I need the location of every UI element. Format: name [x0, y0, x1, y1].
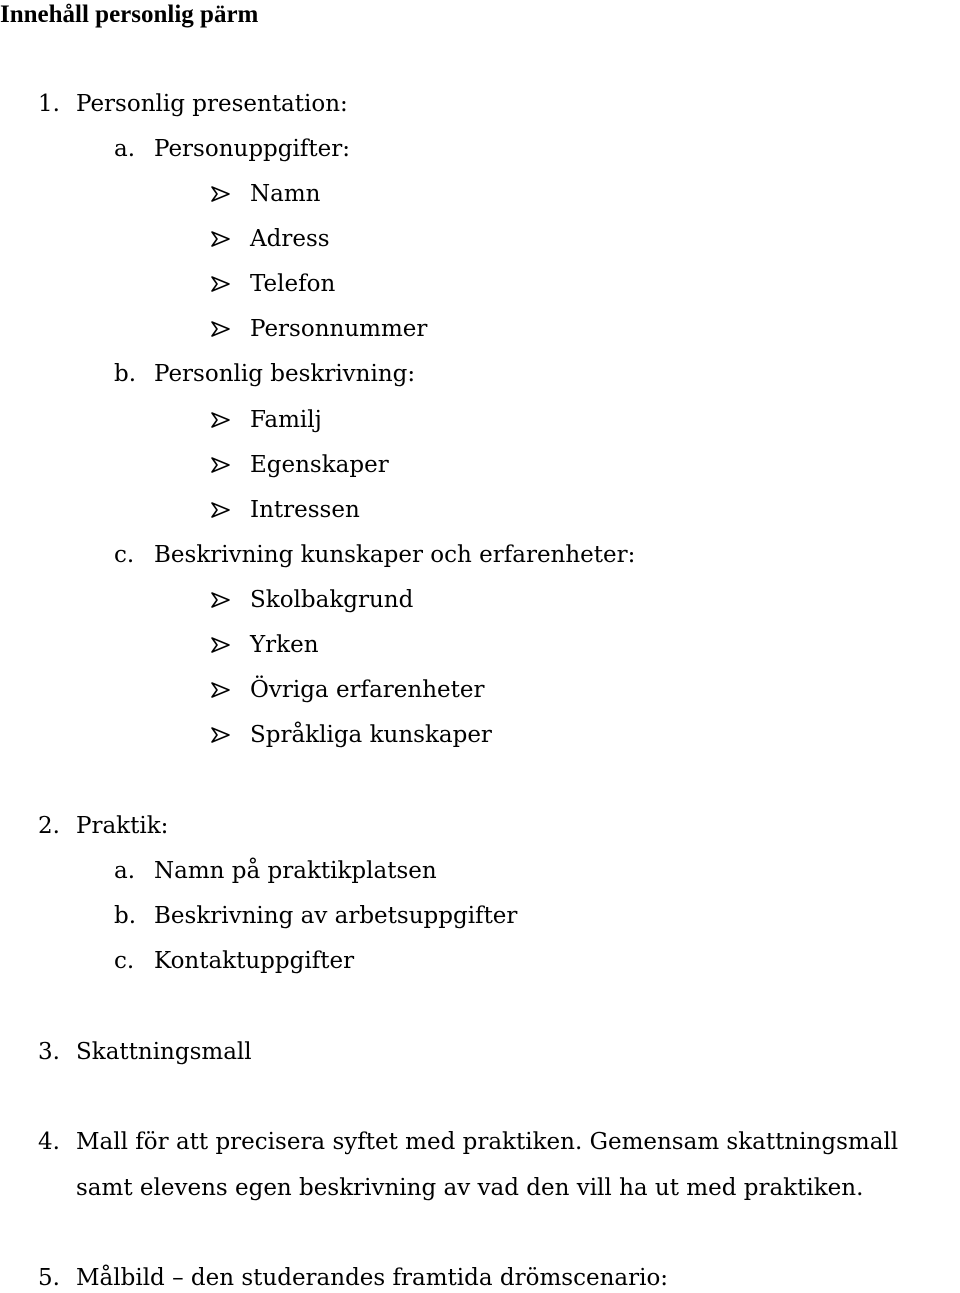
section-label: Mall för att precisera syftet med praktiken. Gemensam skattningsmall [76, 1129, 899, 1155]
bullet-item [0, 675, 960, 705]
subsection-1b [114, 359, 415, 389]
bullet-text: Språkliga kunskaper [250, 722, 492, 748]
subsection-label: Kontaktuppgifter [154, 948, 355, 974]
bullet-text: Familj [250, 407, 322, 433]
bullet-item [0, 450, 960, 480]
bullet-text: Personnummer [250, 316, 428, 342]
section-label: Målbild – den studerandes framtida drömscenario: [76, 1265, 669, 1291]
subsection-letter: c. [114, 948, 135, 974]
bullet-item [0, 179, 960, 209]
section-3 [38, 1037, 252, 1067]
subsection-label: Personlig beskrivning: [154, 361, 416, 387]
arrowhead-bullet-icon [210, 585, 234, 615]
subsection-letter: b. [114, 361, 137, 387]
section-5 [38, 1263, 668, 1293]
bullet-item [0, 224, 960, 254]
arrowhead-bullet-icon [210, 269, 234, 299]
bullet-text: Skolbakgrund [250, 587, 414, 613]
section-number: 3. [38, 1039, 60, 1065]
section-label: Skattningsmall [76, 1039, 252, 1065]
bullet-text: Adress [250, 226, 330, 252]
subsection-2b [114, 901, 517, 931]
subsection-2a [114, 856, 437, 886]
bullet-item [0, 269, 960, 299]
bullet-item [0, 630, 960, 660]
subsection-label: Personuppgifter: [154, 136, 350, 162]
bullet-text: Övriga erfarenheter [250, 677, 485, 703]
section-4-continuation [76, 1173, 863, 1203]
subsection-label: Beskrivning kunskaper och erfarenheter: [154, 542, 636, 568]
bullet-item [0, 314, 960, 344]
subsection-letter: c. [114, 542, 135, 568]
bullet-text: Telefon [250, 271, 336, 297]
subsection-label: Beskrivning av arbetsuppgifter [154, 903, 518, 929]
subsection-label: Namn på praktikplatsen [154, 858, 437, 884]
section-2 [38, 811, 168, 841]
section-label-continuation: samt elevens egen beskrivning av vad den vill ha ut med praktiken. [76, 1175, 864, 1201]
bullet-item [0, 585, 960, 615]
bullet-text: Namn [250, 181, 321, 207]
section-label: Personlig presentation: [76, 91, 348, 117]
subsection-1c [114, 540, 635, 570]
bullet-text: Egenskaper [250, 452, 389, 478]
bullet-item [0, 495, 960, 525]
section-1 [38, 89, 348, 119]
arrowhead-bullet-icon [210, 224, 234, 254]
bullet-text: Intressen [250, 497, 360, 523]
arrowhead-bullet-icon [210, 179, 234, 209]
section-number: 2. [38, 813, 60, 839]
arrowhead-bullet-icon [210, 450, 234, 480]
document-title: Innehåll personlig pärm [0, 1, 259, 28]
subsection-letter: b. [114, 903, 137, 929]
arrowhead-bullet-icon [210, 675, 234, 705]
bullet-item [0, 720, 960, 750]
arrowhead-bullet-icon [210, 405, 234, 435]
section-4 [38, 1127, 898, 1157]
subsection-2c [114, 946, 354, 976]
arrowhead-bullet-icon [210, 720, 234, 750]
subsection-letter: a. [114, 136, 136, 162]
arrowhead-bullet-icon [210, 314, 234, 344]
section-number: 4. [38, 1129, 60, 1155]
section-number: 1. [38, 91, 60, 117]
section-number: 5. [38, 1265, 60, 1291]
arrowhead-bullet-icon [210, 495, 234, 525]
bullet-item [0, 405, 960, 435]
subsection-1a [114, 134, 350, 164]
subsection-letter: a. [114, 858, 136, 884]
bullet-text: Yrken [250, 632, 319, 658]
section-label: Praktik: [76, 813, 169, 839]
arrowhead-bullet-icon [210, 630, 234, 660]
